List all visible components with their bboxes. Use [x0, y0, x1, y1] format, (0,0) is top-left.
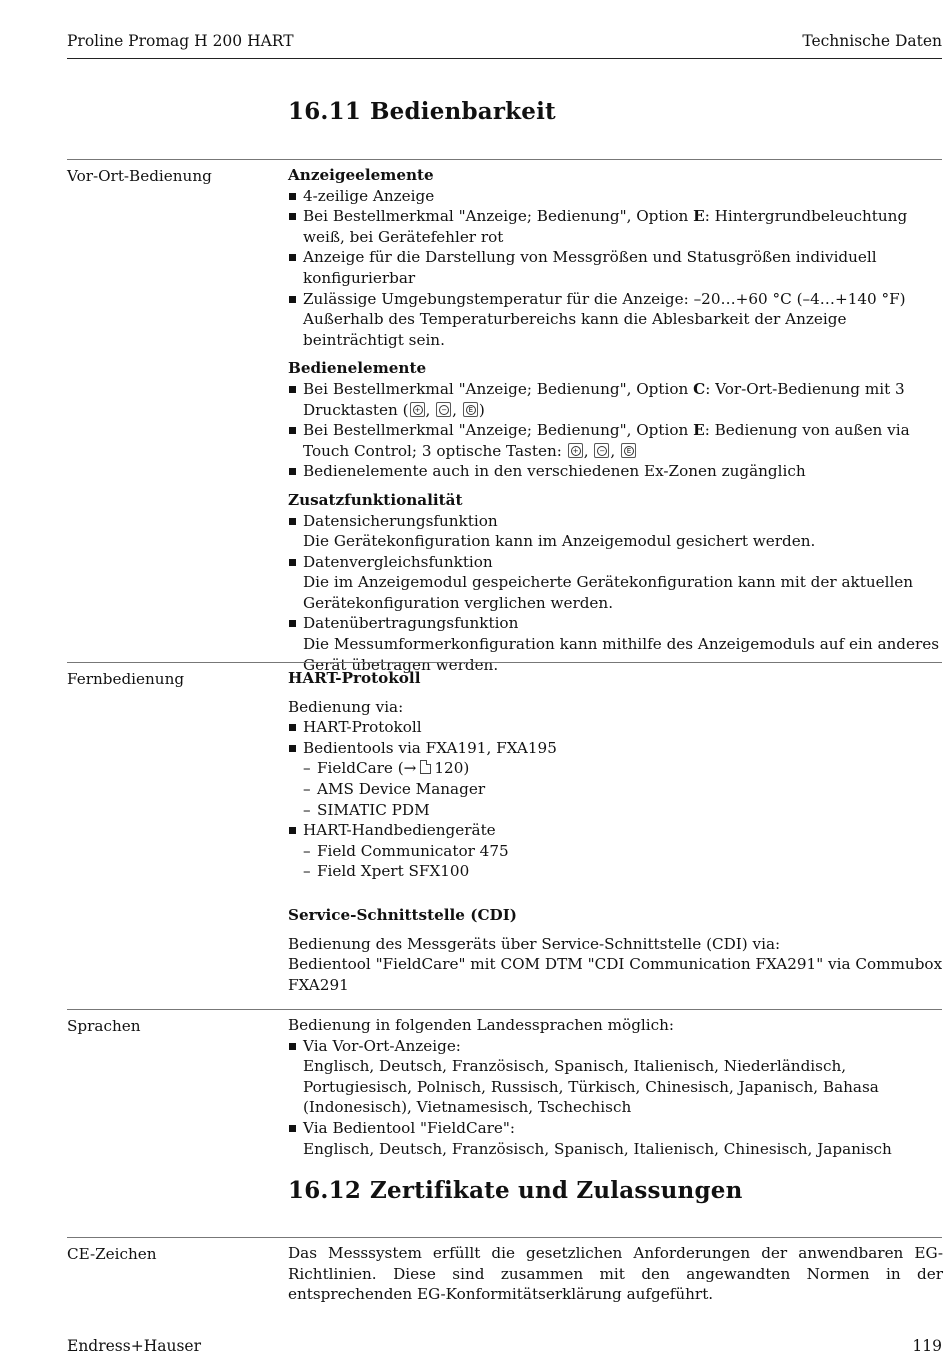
plus-key-icon: +	[568, 443, 583, 458]
sprachen-intro: Bedienung in folgenden Landessprachen möglich:	[288, 1016, 675, 1034]
minus-key-icon: −	[436, 402, 451, 417]
row-ce-zeichen	[67, 1237, 943, 1304]
enter-key-icon: E	[621, 443, 636, 458]
row-label-sprachen: Sprachen	[67, 1017, 141, 1035]
list-item: Datenübertragungsfunktion Die Messumformerkonfiguration kann mithilfe des Anzeigemoduls auf ein anderes Gerät übetragen werden.	[288, 613, 943, 675]
row-label-vor-ort: Vor-Ort-Bedienung	[67, 167, 212, 185]
list-item: Zulässige Umgebungstemperatur für die Anzeige: –20…+60 °C (–4…+140 °F) Außerhalb des Temperaturbereichs kann die Ablesbarkeit der Anzeige beinträchtigt sein.	[288, 289, 943, 351]
section-number: 16.11	[288, 98, 362, 125]
minus-key-icon: −	[594, 443, 609, 458]
zusatz-list	[288, 511, 943, 676]
sublist-item: – Field Xpert SFX100	[303, 861, 943, 882]
cdi-line-1: Bedienung des Messgeräts über Service-Schnittstelle (CDI) via:	[288, 934, 781, 953]
list-item: Bei Bestellmerkmal "Anzeige; Bedienung", Option C: Vor-Ort-Bedienung mit 3 Drucktasten ( + , − , E )	[288, 379, 943, 420]
sprachen-list	[288, 1036, 943, 1160]
bedienung-via-text: Bedienung via:	[288, 697, 404, 716]
row-fernbedienung	[67, 662, 943, 994]
section-number: 16.12	[288, 1177, 362, 1204]
header-chapter-name: Technische Daten	[802, 32, 942, 50]
row-sprachen	[67, 1009, 942, 1158]
row-label-ce: CE-Zeichen	[67, 1245, 157, 1263]
page-reference-icon	[420, 760, 431, 774]
section-title-bedienbarkeit	[288, 98, 556, 125]
list-item: Bei Bestellmerkmal "Anzeige; Bedienung", Option E: Hintergrundbeleuchtung weiß, bei Gerätefehler rot	[288, 206, 943, 247]
row-content-vor-ort	[288, 165, 943, 675]
section-title-zertifikate	[288, 1177, 743, 1204]
list-item: Anzeige für die Darstellung von Messgrößen und Statusgrößen individuell konfigurierbar	[288, 247, 943, 288]
plus-key-icon: +	[410, 402, 425, 417]
section-heading: Zertifikate und Zulassungen	[370, 1177, 743, 1204]
subheading-zusatzfunktionalitaet: Zusatzfunktionalität	[288, 490, 463, 509]
row-content-fernbedienung	[288, 668, 943, 995]
tools-sublist	[303, 758, 943, 820]
sublist-item: – AMS Device Manager	[303, 779, 943, 800]
footer-brand: Endress+Hauser	[67, 1337, 201, 1355]
hand-sublist	[303, 841, 943, 882]
list-item: Datensicherungsfunktion Die Gerätekonfiguration kann im Anzeigemodul gesichert werden.	[288, 511, 943, 552]
list-item: HART-Handbediengeräte – Field Communicator 475 – Field Xpert SFX100	[288, 820, 943, 882]
list-item: Via Bedientool "FieldCare": Englisch, Deutsch, Französisch, Spanisch, Italienisch, Chinesisch, Japanisch	[288, 1118, 943, 1159]
ce-text: Das Messsystem erfüllt die gesetzlichen Anforderungen der anwendbaren EG-Richtlinien. Diese sind zusammen mit den angewandten Normen in der entsprechenden EG-Konformitätserklärung aufgeführt.	[288, 1244, 943, 1304]
subheading-bedienelemente: Bedienelemente	[288, 359, 427, 378]
hart-list	[288, 717, 943, 882]
list-item: 4-zeilige Anzeige	[288, 186, 943, 207]
cdi-line-2: Bedientool "FieldCare" mit COM DTM "CDI Communication FXA291" via Commubox FXA291	[288, 955, 943, 994]
row-content-sprachen	[288, 1015, 943, 1159]
header-product-name: Proline Promag H 200 HART	[67, 32, 294, 50]
page-header	[67, 32, 942, 59]
enter-key-icon: E	[463, 402, 478, 417]
list-item: Bedientools via FXA191, FXA195 – FieldCare (→ 120) – AMS Device Manager – SIMATIC PDM	[288, 738, 943, 820]
subheading-hart-protokoll: HART-Protokoll	[288, 669, 421, 687]
sublist-item-fieldcare[interactable]: – FieldCare (→ 120)	[303, 758, 943, 779]
section-heading: Bedienbarkeit	[370, 98, 556, 125]
row-label-fernbedienung: Fernbedienung	[67, 670, 185, 688]
sublist-item: – SIMATIC PDM	[303, 800, 943, 821]
subheading-service-schnittstelle: Service-Schnittstelle (CDI)	[288, 905, 517, 924]
bedien-list	[288, 379, 943, 482]
list-item: Bedienelemente auch in den verschiedenen Ex-Zonen zugänglich	[288, 461, 943, 482]
list-item: Via Vor-Ort-Anzeige: Englisch, Deutsch, Französisch, Spanisch, Italienisch, Niederländisch, Portugiesisch, Polnisch, Russisch, Türkisch, Chinesisch, Japanisch, Bahasa (Indonesisch), Vietnamesisch, Tschechisch	[288, 1036, 943, 1118]
list-item: HART-Protokoll	[288, 717, 943, 738]
list-item: Bei Bestellmerkmal "Anzeige; Bedienung", Option E: Bedienung von außen via Touch Control; 3 optische Tasten: + , − , E	[288, 420, 943, 461]
sublist-item: – Field Communicator 475	[303, 841, 943, 862]
row-vor-ort-bedienung	[67, 159, 942, 674]
page-number: 119	[912, 1337, 942, 1355]
list-item: Datenvergleichsfunktion Die im Anzeigemodul gespeicherte Gerätekonfiguration kann mit der aktuellen Gerätekonfiguration verglichen werden.	[288, 552, 943, 614]
subheading-anzeigeelemente: Anzeigeelemente	[288, 166, 434, 184]
anzeige-list	[288, 186, 943, 351]
